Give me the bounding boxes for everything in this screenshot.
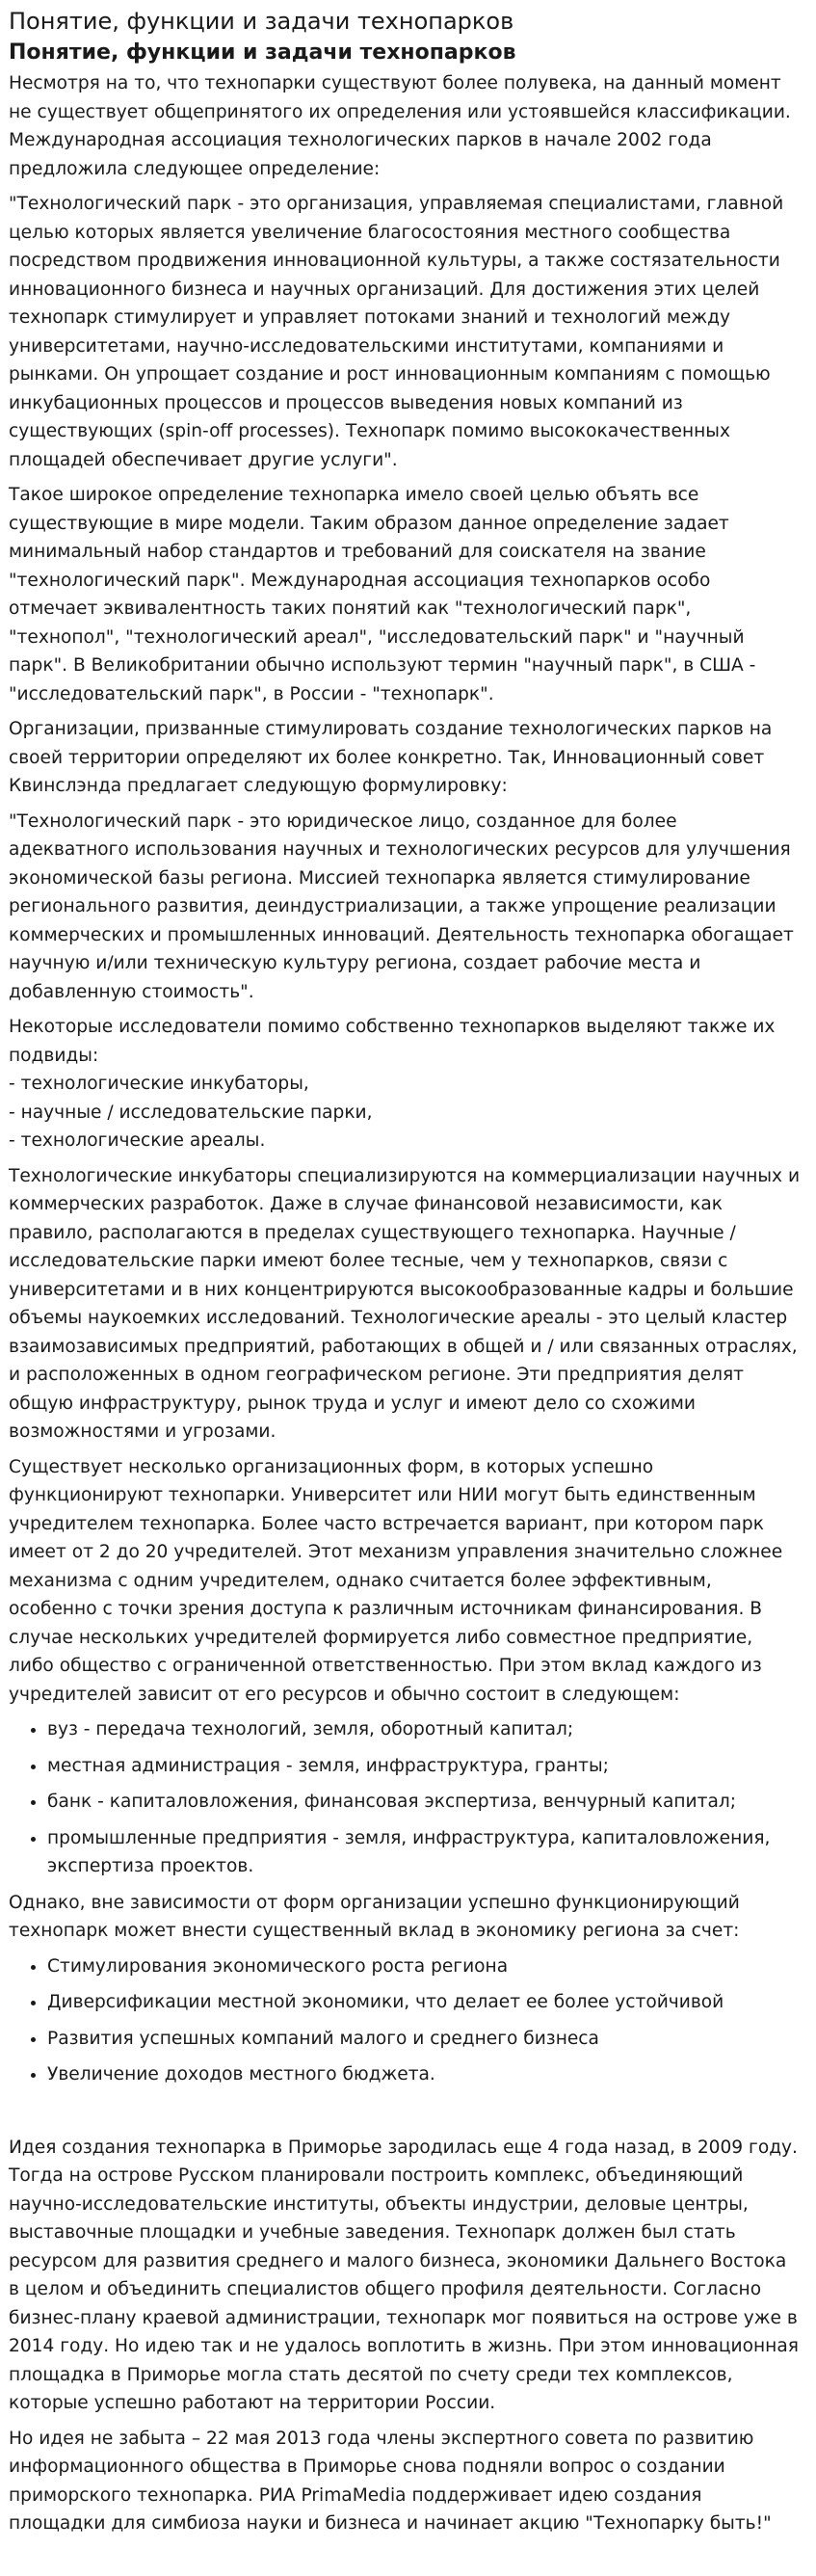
list-item: • вуз - передача технологий, земля, оборотный капитал; xyxy=(47,1715,803,1744)
paragraph-subtypes: Некоторые исследователи помимо собственно технопарков выделяют также их подвиды: - технологические инкубаторы, - научные / исследовательские парки, - технологические ареалы. xyxy=(9,1017,776,1151)
list-item: • Увеличение доходов местного бюджета. xyxy=(47,2060,803,2089)
paragraph-economic-contribution: Однако, вне зависимости от форм организации успешно функционирующий технопарк может внести существенный вклад в экономику региона за счет: xyxy=(9,1892,740,1941)
paragraph-definition-scope: Такое широкое определение технопарка имело своей целью объять все существующие в мире модели. Таким образом данное определение задает минимальный набор стандартов и требований для соискателя на звание "технологический парк". Международная ассоциация технопарков особо отмечает эквивалентность таких понятий как "технологический парк", "технопол", "технологический ареал", "исследовательский парк" и "научный парк". В Великобритании обычно используют термин "научный парк", в США - "исследовательский парк", в России - "технопарк". xyxy=(9,485,756,704)
paragraph-organizational-forms: Существует несколько организационных форм, в которых успешно функционируют технопарки. Университет или НИИ могут быть единственным учредителем технопарка. Более часто встречается вариант, при котором парк имеет от 2 до 20 учредителей. Этот механизм управления значительно сложнее механизма с одним учредителем, однако считается более эффективным, особенно с точки зрения доступа к различным источникам финансирования. В случае нескольких учредителей формируется либо совместное предприятие, либо общество с ограниченной ответственностью. При этом вклад каждого из учредителей зависит от его ресурсов и обычно состоит в следующем: xyxy=(9,1456,783,1705)
page-title: Понятие, функции и задачи технопарков xyxy=(9,8,514,35)
founders-contribution-list xyxy=(9,1715,803,1881)
article-subtitle: Понятие, функции и задачи технопарков xyxy=(9,40,516,65)
list-item: • банк - капиталовложения, финансовая экспертиза, венчурный капитал; xyxy=(47,1788,803,1817)
paragraph-queensland-definition: "Технологический парк - это юридическое лицо, созданное для более адекватного использования научных и технологических ресурсов для улучшения экономической базы региона. Миссией технопарка является стимулирование регионального развития, деиндустриализации, а также упрощение реализации коммерческих и промышленных инноваций. Деятельность технопарка обогащает научную и/или техническую культуру региона, создает рабочие места и добавленную стоимость". xyxy=(9,810,794,1002)
paragraph-subtypes-description: Технологические инкубаторы специализируются на коммерциализации научных и коммерческих разработок. Даже в случае финансовой независимости, как правило, располагаются в пределах существующего технопарка. Научные / исследовательские парки имеют более тесные, чем у технопарков, связи с университетами и в них концентрируются высокообразованные кадры и большие объемы наукоемких исследований. Технологические ареалы - это целый кластер взаимозависимых предприятий, работающих в общей и / или связанных отраслях, и расположенных в одном географическом регионе. Эти предприятия делят общую инфраструктуру, рынок труда и услуг и имеют дело со схожими возможностями и угрозами. xyxy=(9,1165,801,1442)
list-item: • Стимулирования экономического роста региона xyxy=(47,1952,803,1981)
list-item: • Диверсификации местной экономики, что делает ее более устойчивой xyxy=(47,1988,803,2017)
economic-benefits-list xyxy=(9,1952,803,2089)
paragraph-primorye-revival: Но идея не забыта – 22 мая 2013 года члены экспертного совета по развитию информационного общества в Приморье снова подняли вопрос о создании приморского технопарка. РИА PrimaMedia поддерживает идею создания площадки для симбиоза науки и бизнеса и начинает акцию "Технопарку быть!" xyxy=(9,2428,772,2534)
paragraph-primorye-history: Идея создания технопарка в Приморье зародилась еще 4 года назад, в 2009 году. Тогда на острове Русском планировали построить комплекс, объединяющий научно-исследовательские институты, объекты индустрии, деловые центры, выставочные площадки и учебные заведения. Технопарк должен был стать ресурсом для развития среднего и малого бизнеса, экономики Дальнего Востока в целом и объединить специалистов общего профиля деятельности. Согласно бизнес-плану краевой администрации, технопарк мог появиться на острове уже в 2014 году. Но идею так и не удалось воплотить в жизнь. При этом инновационная площадка в Приморье могла стать десятой по счету среди тех комплексов, которые успешно работают на территории России. xyxy=(9,2137,799,2413)
list-item: • местная администрация - земля, инфраструктура, гранты; xyxy=(47,1752,803,1781)
paragraph-iasp-definition: "Технологический парк - это организация, управляемая специалистами, главной целью которых является увеличение благосостояния местного сообщества посредством продвижения инновационной культуры, а также состязательности инновационного бизнеса и научных организаций. Для достижения этих целей технопарк стимулирует и управляет потоками знаний и технологий между университетами, научно-исследовательскими институтами, компаниями и рынками. Он упрощает создание и рост инновационным компаниям с помощью инкубационных процессов и процессов выведения новых компаний из существующих (spin-off processes). Технопарк помимо высококачественных площадей обеспечивает другие услуги". xyxy=(9,194,784,470)
list-item: • Развития успешных компаний малого и среднего бизнеса xyxy=(47,2025,803,2054)
spacer xyxy=(9,2097,803,2134)
paragraph-intro: Несмотря на то, что технопарки существуют более полувека, на данный момент не существует общепринятого их определения или устоявшейся классификации. Международная ассоциация технологических парков в начале 2002 года предложила следующее определение: xyxy=(9,73,791,179)
paragraph-queensland-intro: Организации, призванные стимулировать создание технологических парков на своей территории определяют их более конкретно. Так, Инновационный совет Квинслэнда предлагает следующую формулировку: xyxy=(9,719,773,796)
list-item: • промышленные предприятия - земля, инфраструктура, капиталовложения, экспертиза проектов. xyxy=(47,1824,803,1881)
